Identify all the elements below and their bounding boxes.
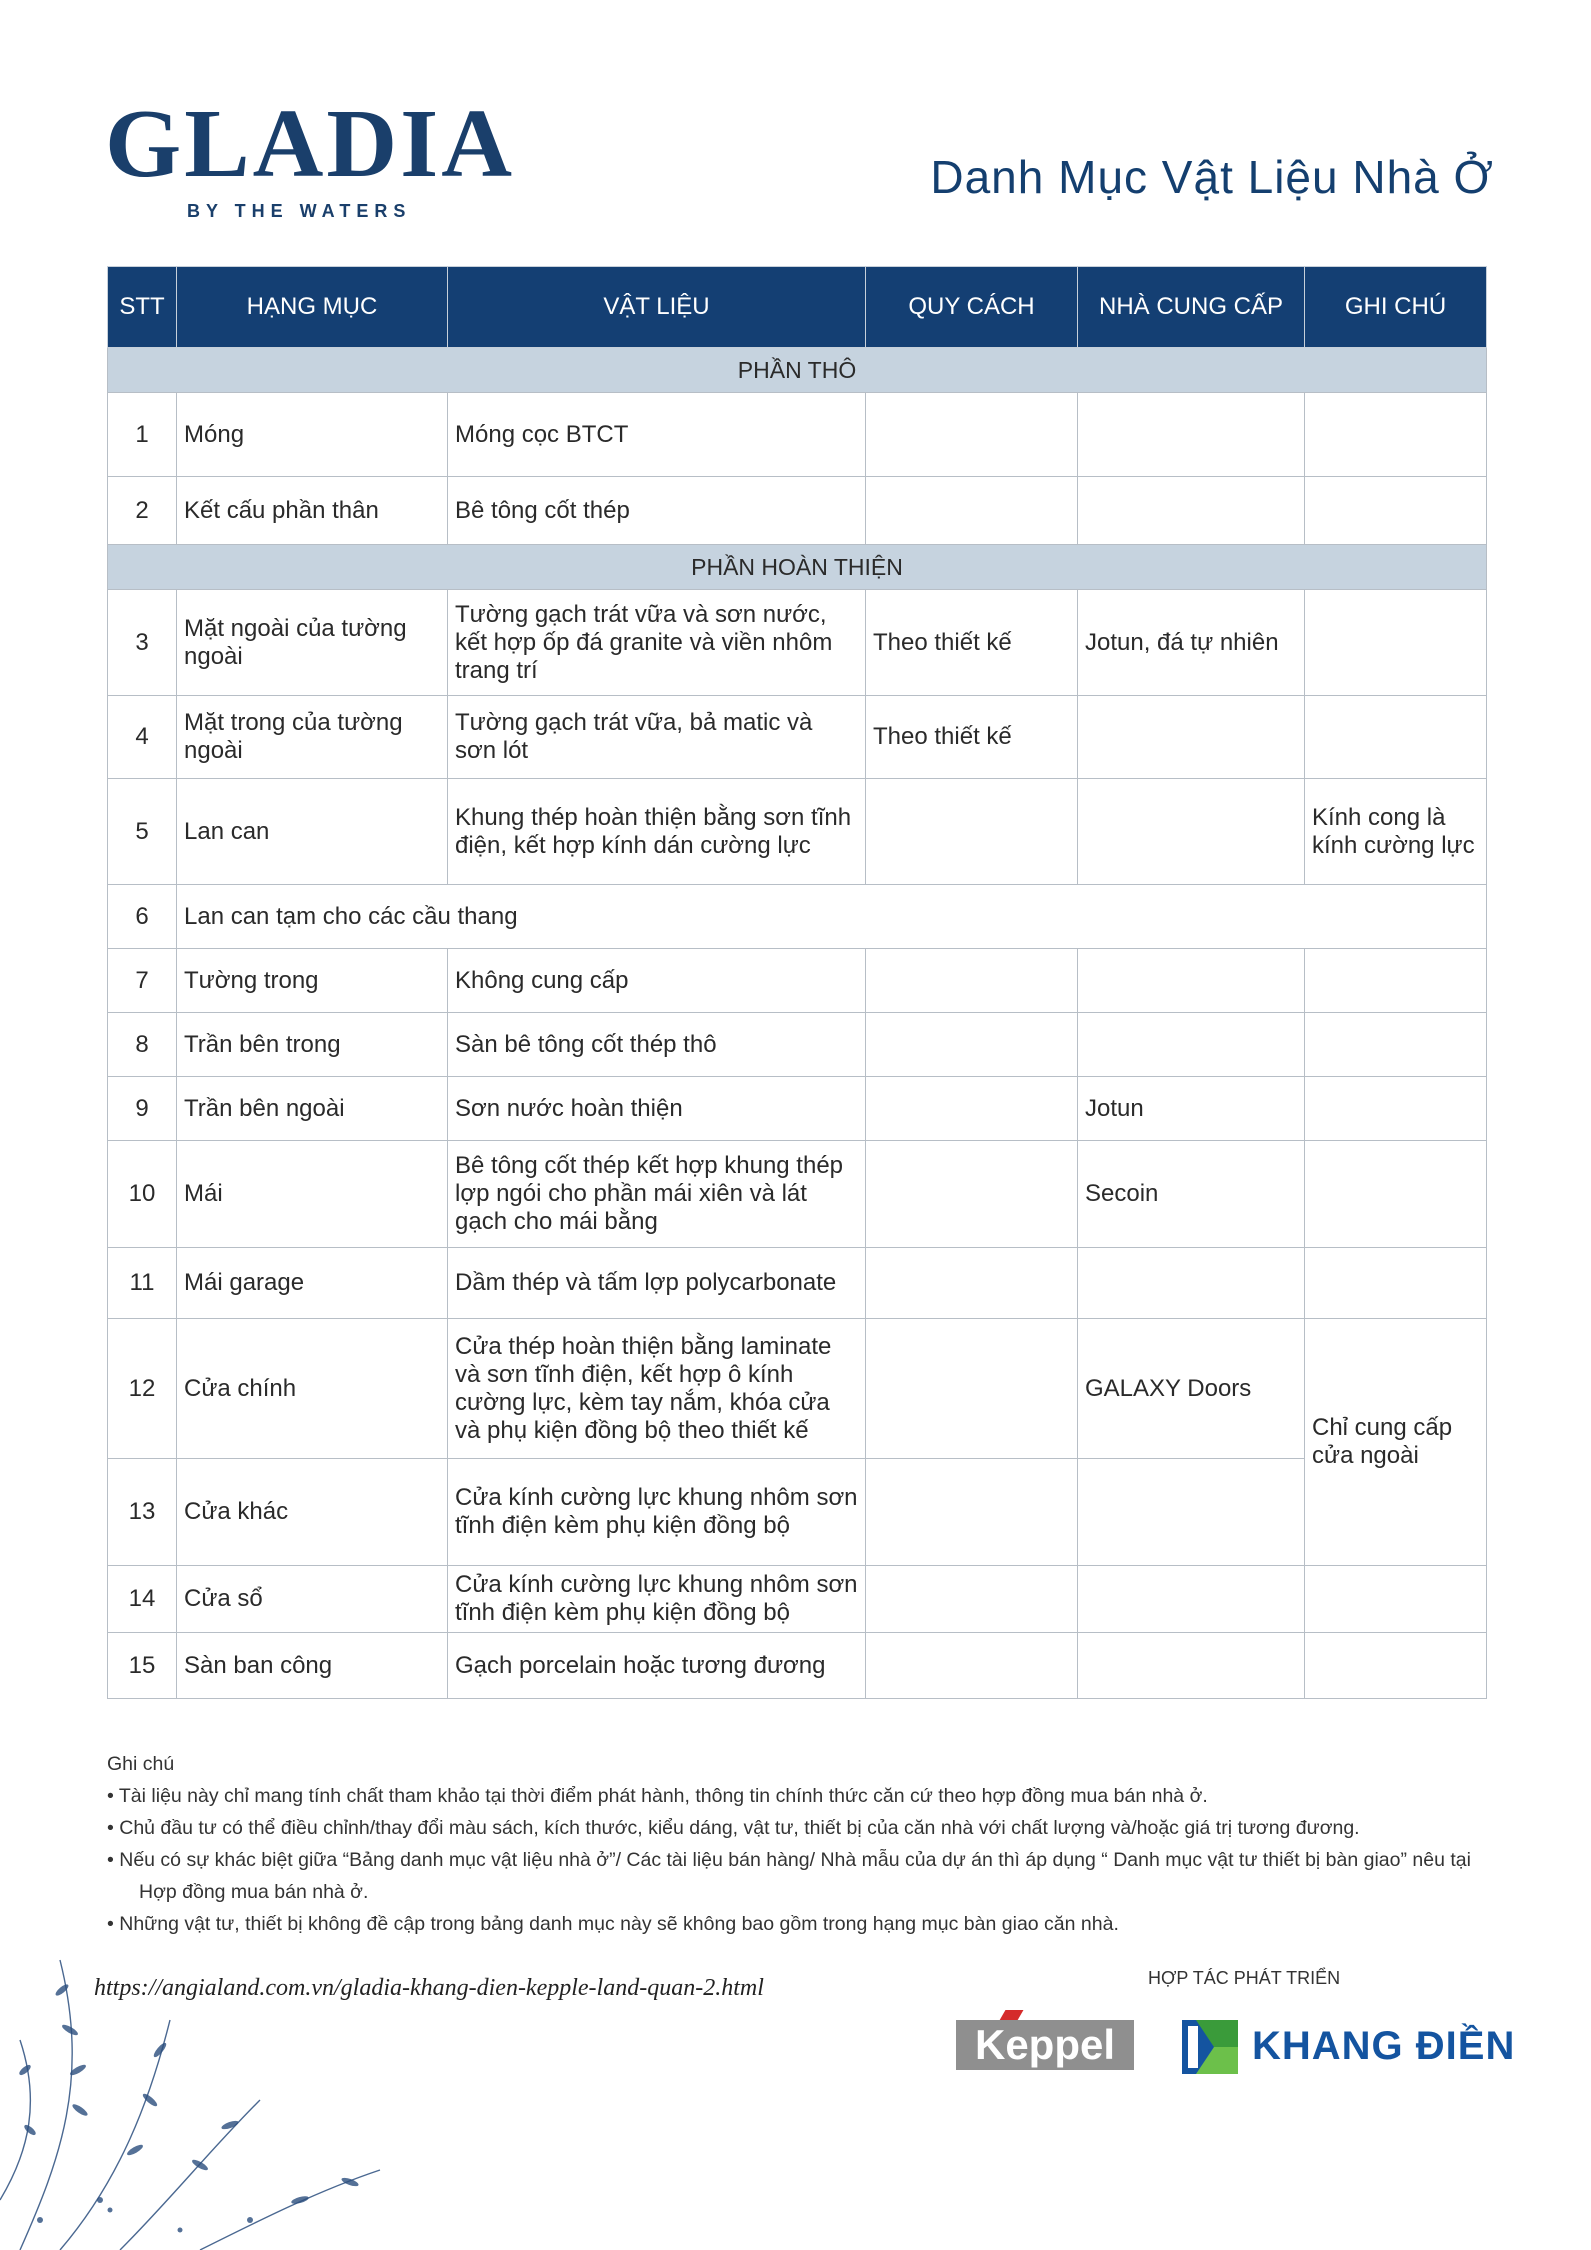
header-spec: QUY CÁCH [866,267,1078,348]
row-material: Gạch porcelain hoặc tương đương [448,1633,866,1699]
row-supplier: GALAXY Doors [1078,1319,1305,1459]
row-material: Sơn nước hoàn thiện [448,1077,866,1141]
row-material: Bê tông cốt thép kết hợp khung thép lợp ngói cho phần mái xiên và lát gạch cho mái bằng [448,1141,866,1248]
row-material: Không cung cấp [448,949,866,1013]
partner-label: HỢP TÁC PHÁT TRIỂN [1148,1968,1341,1988]
table-row [108,696,1487,779]
table-header-row [108,267,1487,348]
row-supplier [1078,1566,1305,1633]
section-finish-label: PHẦN HOÀN THIỆN [108,545,1487,590]
row-note [1305,1633,1487,1699]
row-item: Mặt ngoài của tường ngoài [177,590,448,696]
row-note: Chỉ cung cấp cửa ngoài [1305,1319,1487,1566]
row-supplier [1078,477,1305,545]
row-stt: 12 [108,1319,177,1459]
brand-name: GLADIA [105,90,516,198]
row-stt: 1 [108,393,177,477]
notes-heading: Ghi chú [107,1753,175,1775]
row-spec [866,1566,1078,1633]
row-stt: 9 [108,1077,177,1141]
row-spec [866,1013,1078,1077]
row-item: Trần bên ngoài [177,1077,448,1141]
header-item: HẠNG MỤC [177,267,448,348]
row-spec [866,1459,1078,1566]
note-item: • Chủ đầu tư có thể điều chỉnh/thay đổi màu sách, kích thước, kiểu dáng, vật tư, thiết bị của căn nhà với chất lượng và/hoặc giá trị tương đương. [107,1817,1360,1839]
row-spec [866,1248,1078,1319]
row-item: Cửa sổ [177,1566,448,1633]
row-supplier [1078,1248,1305,1319]
table-row [108,590,1487,696]
row-spec [866,949,1078,1013]
table-row [108,1141,1487,1248]
row-note [1305,590,1487,696]
row-stt: 14 [108,1566,177,1633]
row-item: Mặt trong của tường ngoài [177,696,448,779]
row-supplier [1078,696,1305,779]
row-stt: 2 [108,477,177,545]
materials-table [107,266,1487,1699]
header-stt: STT [108,267,177,348]
row-spec: Theo thiết kế [866,696,1078,779]
row-supplier [1078,393,1305,477]
row-material: Dầm thép và tấm lợp polycarbonate [448,1248,866,1319]
khang-dien-logo-icon [1182,2020,1238,2074]
table-row [108,1633,1487,1699]
botanical-decoration [0,1900,460,2250]
row-note [1305,1077,1487,1141]
row-item: Cửa khác [177,1459,448,1566]
brand-tagline: BY THE WATERS [187,201,412,221]
section-rough-label: PHẦN THÔ [108,348,1487,393]
row-stt: 15 [108,1633,177,1699]
row-stt: 6 [108,885,177,949]
row-material: Cửa thép hoàn thiện bằng laminate và sơn tĩnh điện, kết hợp ô kính cường lực, kèm tay nắm, khóa cửa và phụ kiện đồng bộ theo thiết kế [448,1319,866,1459]
table-row [108,1077,1487,1141]
table-row [108,949,1487,1013]
row-item: Tường trong [177,949,448,1013]
row-material: Móng cọc BTCT [448,393,866,477]
row-supplier: Jotun [1078,1077,1305,1141]
row-stt: 8 [108,1013,177,1077]
row-supplier [1078,779,1305,885]
note-item: • Tài liệu này chỉ mang tính chất tham khảo tại thời điểm phát hành, thông tin chính thức căn cứ theo hợp đồng mua bán nhà ở. [107,1785,1208,1807]
row-spec [866,1141,1078,1248]
row-item: Cửa chính [177,1319,448,1459]
section-row [108,348,1487,393]
row-item: Mái [177,1141,448,1248]
row-supplier [1078,1633,1305,1699]
row-stt: 4 [108,696,177,779]
row-note [1305,393,1487,477]
note-item-continuation: Hợp đồng mua bán nhà ở. [139,1881,369,1903]
row-stt: 13 [108,1459,177,1566]
keppel-logo: Keppel [956,2020,1134,2070]
row-item: Sàn ban công [177,1633,448,1699]
row-note: Kính cong là kính cường lực [1305,779,1487,885]
row-note [1305,696,1487,779]
row-material: Sàn bê tông cốt thép thô [448,1013,866,1077]
row-spec [866,1633,1078,1699]
row-note [1305,949,1487,1013]
row-stt: 3 [108,590,177,696]
table-row [108,1013,1487,1077]
table-row [108,1566,1487,1633]
source-link[interactable]: https://angialand.com.vn/gladia-khang-dien-kepple-land-quan-2.html [94,1975,764,2001]
row-spec [866,1319,1078,1459]
row-spec: Theo thiết kế [866,590,1078,696]
table-row [108,1459,1487,1566]
header-material: VẬT LIỆU [448,267,866,348]
row-supplier: Jotun, đá tự nhiên [1078,590,1305,696]
row-supplier: Secoin [1078,1141,1305,1248]
row-item: Lan can [177,779,448,885]
row-material: Khung thép hoàn thiện bằng sơn tĩnh điện, kết hợp kính dán cường lực [448,779,866,885]
row-supplier [1078,949,1305,1013]
row-stt: 5 [108,779,177,885]
row-material: Cửa kính cường lực khung nhôm sơn tĩnh điện kèm phụ kiện đồng bộ [448,1459,866,1566]
row-item: Kết cấu phần thân [177,477,448,545]
row-note [1305,1013,1487,1077]
row-spec [866,1077,1078,1141]
row-item: Mái garage [177,1248,448,1319]
header-note: GHI CHÚ [1305,267,1487,348]
section-row [108,545,1487,590]
row-stt: 10 [108,1141,177,1248]
row-note [1305,1566,1487,1633]
khang-dien-logo: KHANG ĐIỀN [1252,2024,1516,2068]
row-item: Trần bên trong [177,1013,448,1077]
row-supplier [1078,1013,1305,1077]
row-spec [866,779,1078,885]
table-row [108,1248,1487,1319]
table-row [108,1319,1487,1459]
row-stt: 11 [108,1248,177,1319]
brand-logo [105,90,516,222]
table-row [108,477,1487,545]
header-supplier: NHÀ CUNG CẤP [1078,267,1305,348]
table-row [108,885,1487,949]
table-row [108,393,1487,477]
row-note [1305,477,1487,545]
row-spec [866,393,1078,477]
row-supplier [1078,1459,1305,1566]
page-title: Danh Mục Vật Liệu Nhà Ở [930,151,1494,203]
table-row [108,779,1487,885]
row-item: Móng [177,393,448,477]
note-item: • Những vật tư, thiết bị không đề cập trong bảng danh mục này sẽ không bao gồm trong hạng mục bàn giao căn nhà. [107,1913,1119,1935]
note-item: • Nếu có sự khác biệt giữa “Bảng danh mục vật liệu nhà ở”/ Các tài liệu bán hàng/ Nhà mẫu của dự án thì áp dụng “ Danh mục vật tư thiết bị bàn giao” nêu tại [107,1849,1471,1871]
row-spec [866,477,1078,545]
row-item: Lan can tạm cho các cầu thang [177,885,1487,949]
row-material: Bê tông cốt thép [448,477,866,545]
row-material: Cửa kính cường lực khung nhôm sơn tĩnh điện kèm phụ kiện đồng bộ [448,1566,866,1633]
row-material: Tường gạch trát vữa và sơn nước, kết hợp ốp đá granite và viền nhôm trang trí [448,590,866,696]
row-stt: 7 [108,949,177,1013]
row-note [1305,1141,1487,1248]
row-material: Tường gạch trát vữa, bả matic và sơn lót [448,696,866,779]
row-note [1305,1248,1487,1319]
